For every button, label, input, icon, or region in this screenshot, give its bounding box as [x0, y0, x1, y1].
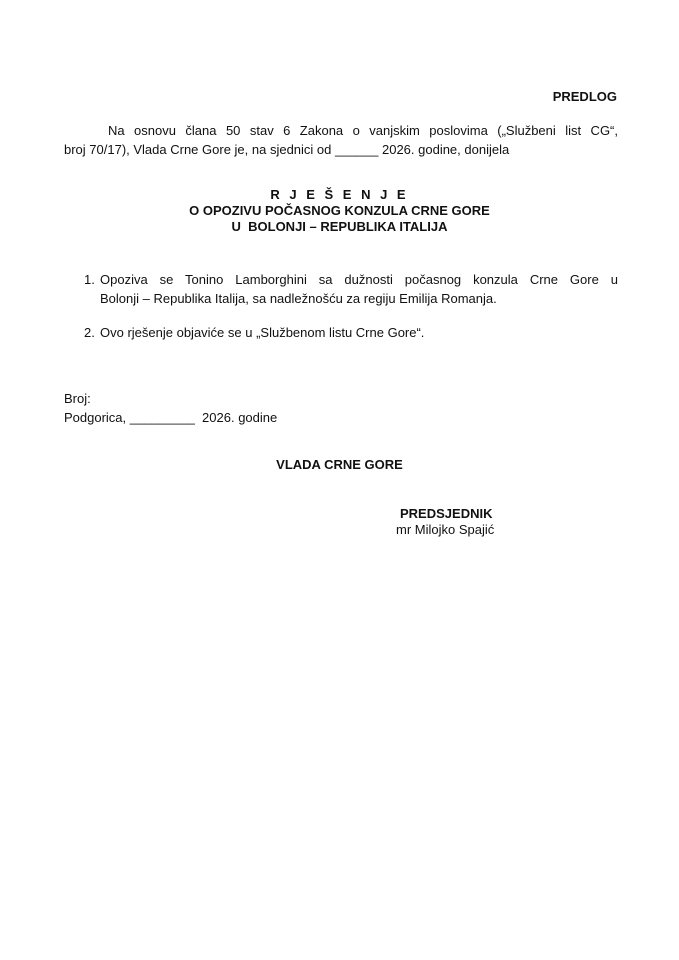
item-text-line-1: Ovo rješenje objaviće se u „Službenom listu Crne Gore“. [100, 325, 425, 340]
signer-role: PREDSJEDNIK [400, 506, 493, 521]
item-number: 1. [84, 272, 95, 287]
intro-line-2: broj 70/17), Vlada Crne Gore je, na sjednici od ______ 2026. godine, donijela [64, 142, 510, 157]
title-line-2: O OPOZIVU POČASNOG KONZULA CRNE GORE [189, 203, 490, 218]
place-date: Podgorica, _________ 2026. godine [64, 410, 278, 425]
proposal-label: PREDLOG [552, 89, 617, 104]
title-line-3: U BOLONJI – REPUBLIKA ITALIJA [231, 219, 448, 234]
item-number: 2. [84, 325, 95, 340]
list-item [84, 323, 618, 342]
list-item [84, 270, 618, 308]
intro-line-1: Na osnovu člana 50 stav 6 Zakona o vanjskim poslovima („Službeni list CG“, [108, 123, 618, 138]
document-reference [64, 389, 277, 427]
issuer-name: VLADA CRNE GORE [276, 457, 403, 472]
item-text-line-1: Opoziva se Tonino Lamborghini sa dužnosti počasnog konzula Crne Gore u [100, 272, 618, 287]
document-title [0, 187, 679, 235]
item-text [100, 270, 618, 308]
signer-name: mr Milojko Spajić [396, 522, 495, 537]
title-line-1: R J E Š E N J E [270, 187, 409, 202]
intro-paragraph [64, 121, 618, 159]
broj-label: Broj: [64, 391, 91, 406]
item-text [100, 323, 618, 342]
signature-block [396, 506, 495, 538]
item-text-line-2: Bolonji – Republika Italija, sa nadležnošću za regiju Emilija Romanja. [100, 291, 497, 306]
decision-items [84, 270, 618, 357]
